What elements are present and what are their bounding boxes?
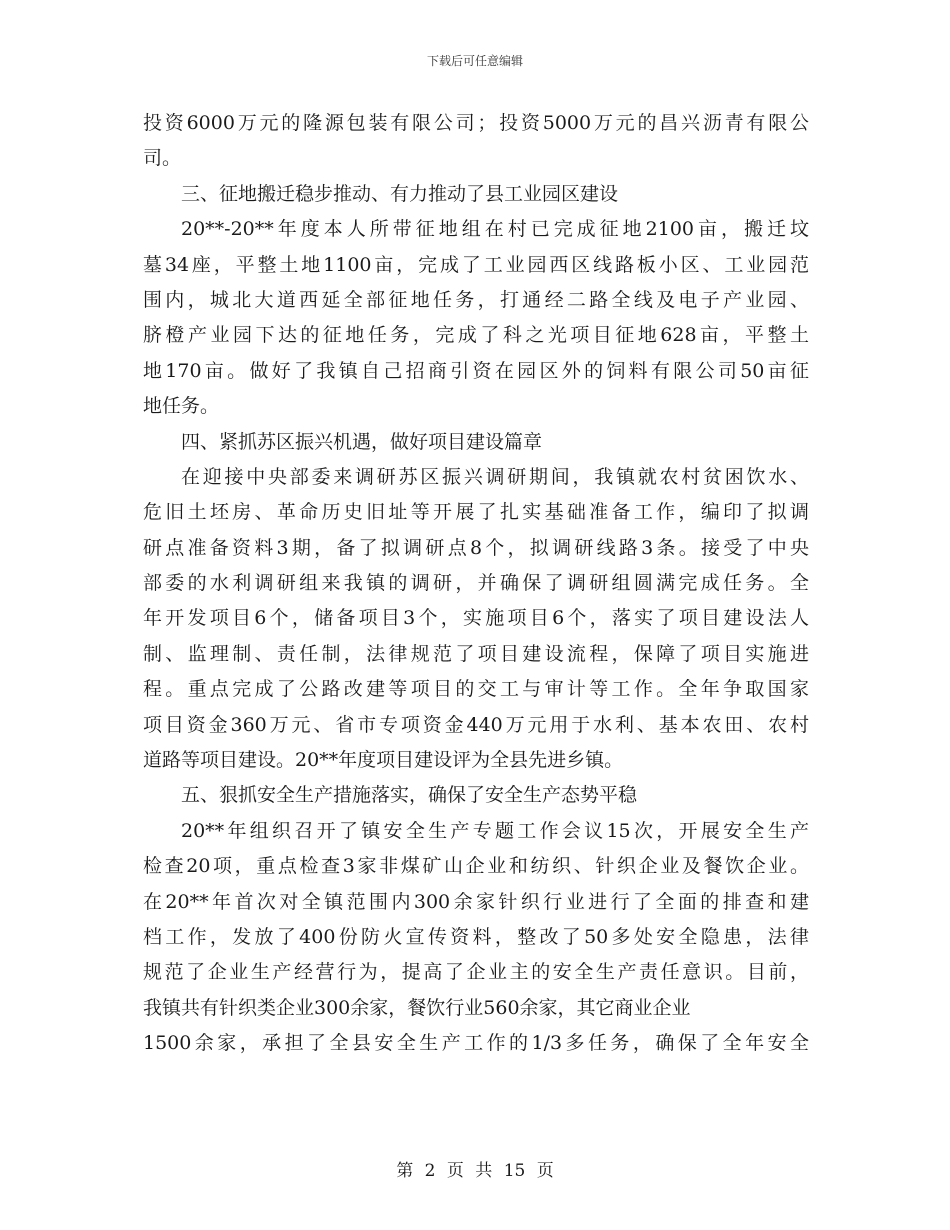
text-line: 司。 [143, 147, 182, 170]
text-line: 在迎接中央部委来调研苏区振兴调研期间，我镇就农村贫困饮水、 [181, 465, 809, 488]
text-line: 研点准备资料3期，备了拟调研点8个，拟调研线路3条。接受了中央 [143, 536, 809, 559]
text-line: 制、监理制、责任制，法律规范了项目建设流程，保障了项目实施进 [143, 642, 809, 665]
text-line: 五、狠抓安全生产措施落实，确保了安全生产态势平稳 [181, 784, 638, 807]
text-line: 20**-20**年度本人所带征地组在村已完成征地2100亩，搬迁坟 [181, 218, 809, 241]
text-line: 道路等项目建设。20**年度项目建设评为全县先进乡镇。 [143, 749, 624, 772]
text-line: 地170亩。做好了我镇自己招商引资在园区外的饲料有限公司50亩征 [143, 359, 809, 382]
text-line: 投资6000万元的隆源包装有限公司；投资5000万元的昌兴沥青有限公 [143, 112, 809, 134]
page-footer: 第 2 页 共 15 页 [396, 1161, 554, 1181]
text-line: 我镇共有针织类企业300余家，餐饮行业560余家，其它商业企业 [143, 996, 691, 1019]
text-line: 程。重点完成了公路改建等项目的交工与审计等工作。全年争取国家 [143, 678, 809, 701]
text-line: 三、征地搬迁稳步推动、有力推动了县工业园区建设 [181, 182, 619, 205]
text-line: 围内，城北大道西延全部征地任务，打通经二路全线及电子产业园、 [143, 288, 809, 311]
text-line: 检查20项，重点检查3家非煤矿山企业和纺织、针织企业及餐饮企业。 [143, 855, 809, 878]
text-line: 规范了企业生产经营行为，提高了企业主的安全生产责任意识。目前， [143, 961, 809, 984]
text-line: 四、紧抓苏区振兴机遇，做好项目建设篇章 [181, 430, 543, 453]
text-line: 部委的水利调研组来我镇的调研，并确保了调研组圆满完成任务。全 [143, 572, 809, 595]
text-line: 档工作，发放了400份防火宣传资料，整改了50多处安全隐患，法律 [143, 925, 809, 948]
text-line: 墓34座，平整土地1100亩，完成了工业园西区线路板小区、工业园范 [143, 253, 809, 276]
text-line: 地任务。 [143, 395, 220, 418]
text-line: 在20**年首次对全镇范围内300余家针织行业进行了全面的排查和建 [143, 890, 809, 913]
text-line: 年开发项目6个，储备项目3个，实施项目6个，落实了项目建设法人 [143, 607, 809, 630]
text-line: 项目资金360万元、省市专项资金440万元用于水利、基本农田、农村 [143, 713, 809, 736]
text-line: 1500余家，承担了全县安全生产工作的1/3多任务，确保了全年安全 [143, 1032, 809, 1055]
text-line: 危旧土坯房、革命历史旧址等开展了扎实基础准备工作，编印了拟调 [143, 501, 809, 524]
page-header: 下载后可任意编辑 [426, 54, 523, 68]
text-line: 20**年组织召开了镇安全生产专题工作会议15次，开展安全生产 [181, 819, 809, 842]
text-line: 脐橙产业园下达的征地任务，完成了科之光项目征地628亩，平整土 [143, 324, 809, 347]
document-body [143, 106, 809, 1062]
